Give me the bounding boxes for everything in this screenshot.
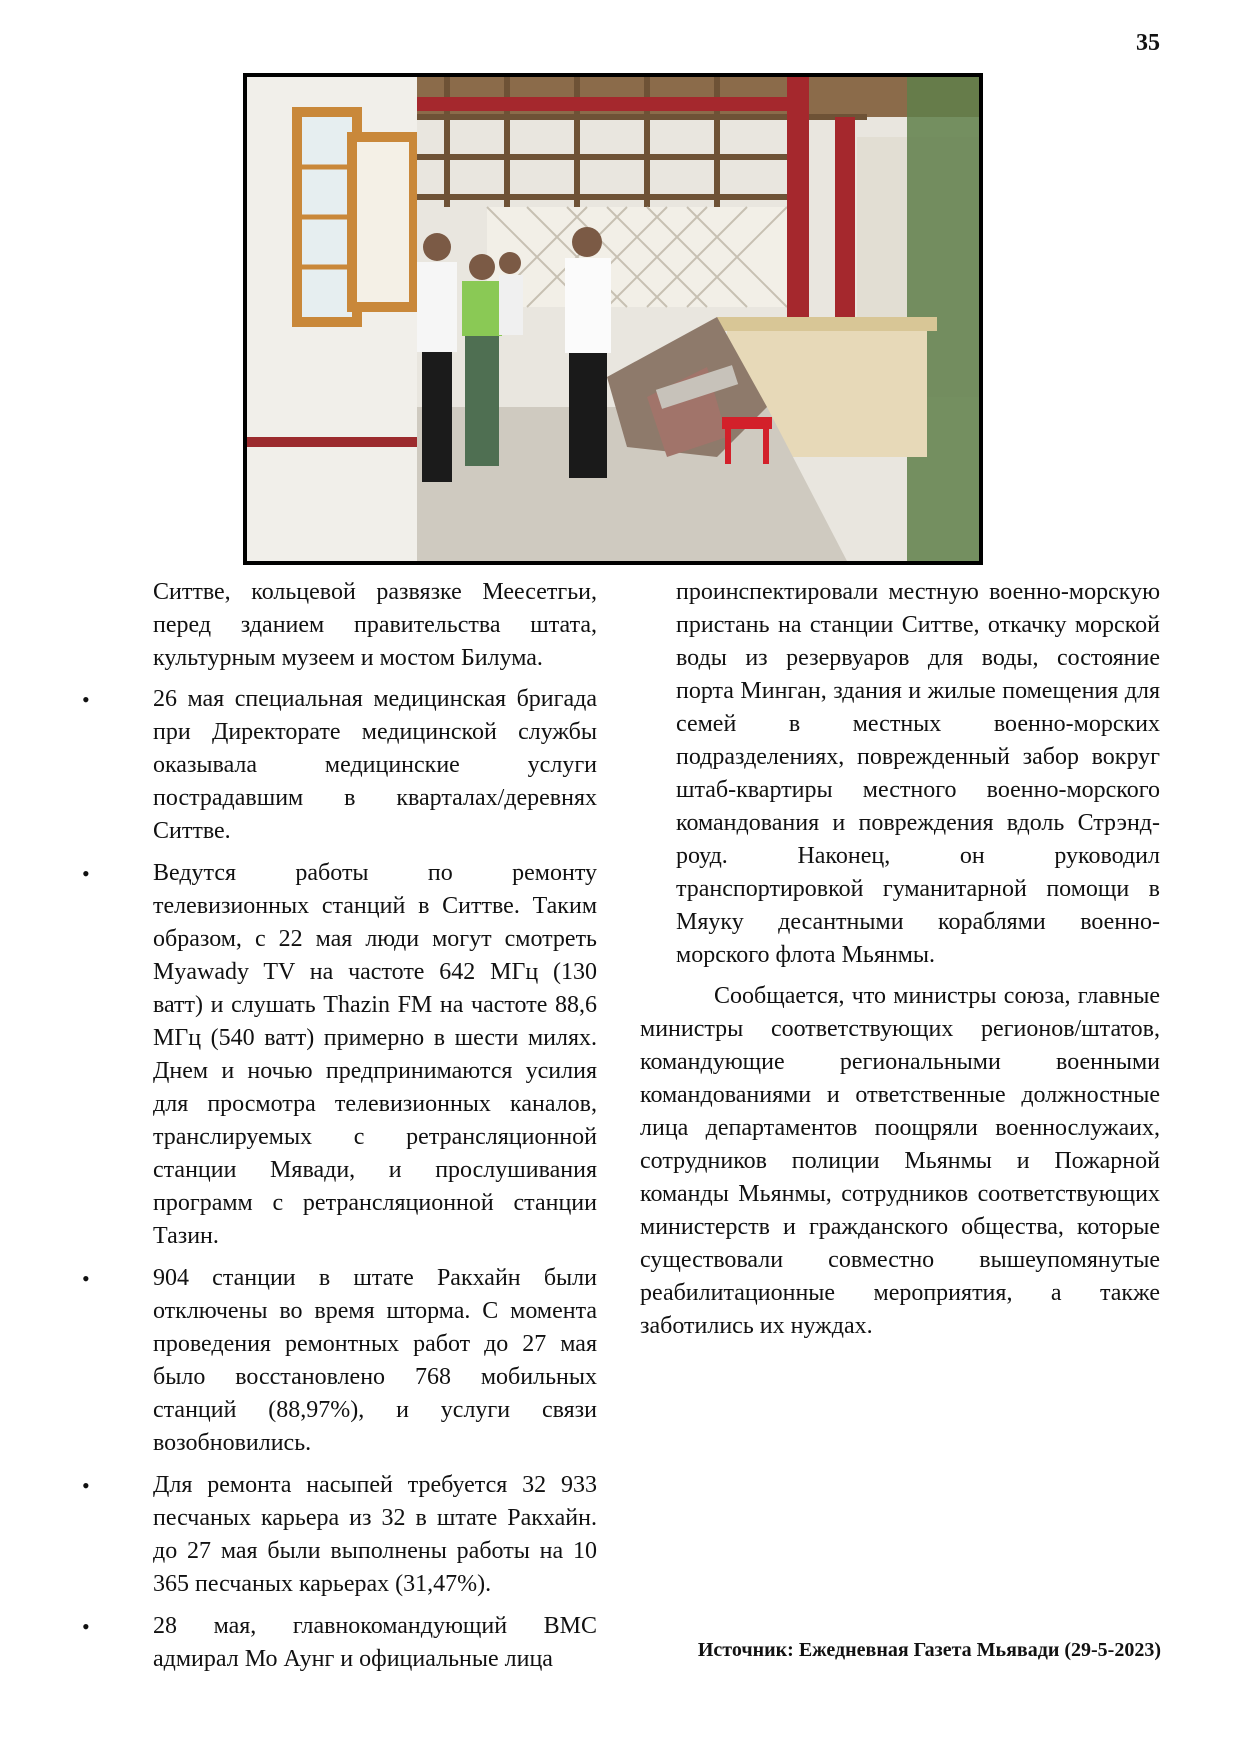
source-citation: Источник: Ежедневная Газета Мьявади (29-5-2023) <box>697 1639 1161 1661</box>
bullet-marker: • <box>82 687 90 712</box>
bullet-text: Ведутся работы по ремонту телевизионных станций в Ситтве. Таким образом, с 22 мая люди могут смотреть Myawady TV на частоте 642 МГц (130 ватт) и слушать Thazin FM на частоте 88,6 МГц (540 ватт) примерно в шести милях. Днем и ночью предпринимаются усилия для просмотра телевизионных каналов, транслируемых с ретрансляционной станции Мявади, и прослушивания программ с ретрансляционной станции Тазин. <box>153 860 597 1249</box>
bullet-marker: • <box>82 1614 90 1639</box>
bullet-list <box>82 683 597 1676</box>
bullet-text: Для ремонта насыпей требуется 32 933 песчаных карьера из 32 в штате Ракхайн. до 27 мая были выполнены работы на 10 365 песчаных карьерах (31,47%). <box>153 1472 597 1597</box>
bullet-item-5 <box>82 1610 597 1676</box>
bullet-item-4 <box>82 1469 597 1601</box>
bullet-marker: • <box>82 1473 90 1498</box>
news-photo <box>243 73 983 565</box>
bullet-marker: • <box>82 861 90 886</box>
photo-illustration <box>247 77 979 561</box>
left-column <box>82 576 597 1685</box>
bullet-item-1 <box>82 683 597 848</box>
bullet-text: 26 мая специальная медицинская бригада при Директорате медицинской службы оказывала медицинские услуги пострадавшим в кварталах/деревнях Ситтве. <box>153 686 597 844</box>
bullet-text: 28 мая, главнокомандующий ВМС адмирал Мо Аунг и официальные лица <box>153 1613 597 1672</box>
right-column <box>640 576 1160 1343</box>
bullet-item-3 <box>82 1262 597 1460</box>
intro-paragraph: Ситтве, кольцевой развязке Меесетгьи, перед зданием правительства штата, культурным музеем и мостом Билума. <box>153 579 597 671</box>
bullet-marker: • <box>82 1266 90 1291</box>
continuation-paragraph: проинспектировали местную военно-морскую пристань на станции Ситтве, откачку морской воды из резервуаров для воды, состояние порта Минган, здания и жилые помещения для семей в местных военно-морских подразделениях, поврежденный забор вокруг штаб-квартиры местного военно-морского командования и повреждения вдоль Стрэнд-роуд. Наконец, он руководил транспортировкой гуманитарной помощи в Мяуку десантными кораблями военно-морского флота Мьянмы. <box>676 579 1160 968</box>
closing-paragraph: Сообщается, что министры союза, главные министры соответствующих регионов/штатов, командующие региональными военными командованиями и ответственные должностные лица департаментов поощряли военнослужаих, сотрудников полиции Мьянмы и Пожарной команды Мьянмы, сотрудников соответствующих министерств и гражданского общества, которые существовали совместно вышеупомянутые реабилитационные мероприятия, а также заботились их нуждах. <box>640 983 1160 1339</box>
bullet-text: 904 станции в штате Ракхайн были отключены во время шторма. С момента проведения ремонтных работ до 27 мая было восстановлено 768 мобильных станций (88,97%), и услуги связи возобновились. <box>153 1265 597 1456</box>
bullet-item-2 <box>82 857 597 1253</box>
page-number: 35 <box>1136 30 1160 56</box>
